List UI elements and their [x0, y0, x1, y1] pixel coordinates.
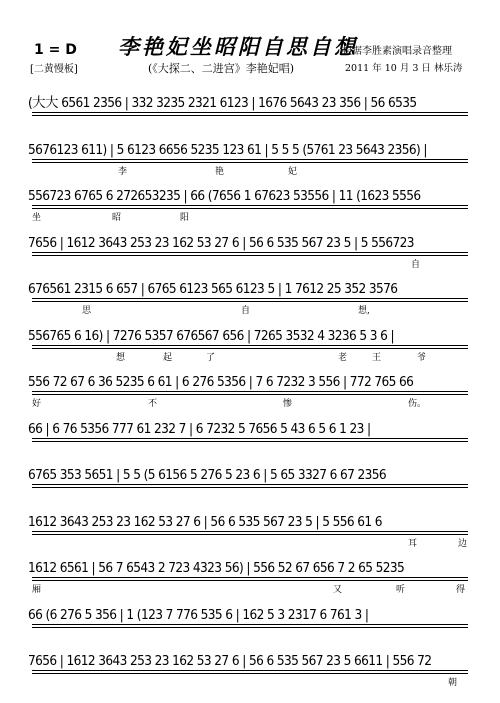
- notation-text: 1612 6561 | 56 7 6543 2 723 4323 56) | 556 52 67 656 7 2 65 5235: [28, 560, 405, 576]
- rhythm-underline: [32, 159, 468, 160]
- rhythm-underline: [32, 624, 468, 625]
- rhythm-underline: [32, 205, 468, 206]
- lyric-character: 王: [372, 352, 382, 363]
- lyric-character: 李: [118, 166, 128, 177]
- rhythm-underline: [32, 345, 468, 346]
- lyric-character: 妃: [288, 166, 298, 177]
- lyric-character: 自: [241, 306, 251, 316]
- rhythm-underline: [32, 441, 468, 442]
- notation-line: [28, 281, 474, 319]
- rhythm-underline: [32, 577, 468, 578]
- notation-text: 7656 | 1612 3643 253 23 162 53 27 6 | 56 6 535 567 23 5 6611 | 556 72: [28, 653, 432, 669]
- rhythm-underline: [32, 627, 468, 628]
- notation-text: 6765 353 5651 | 5 5 (5 6156 5 276 5 23 6 | 5 65 3327 6 67 2356: [28, 467, 387, 483]
- lyric-character: 朝: [448, 678, 458, 688]
- lyric-character: 不: [148, 399, 158, 409]
- notation-line: [28, 653, 474, 691]
- notation-line: [28, 607, 474, 645]
- notation-text: 66 | 6 76 5356 777 61 232 7 | 6 7232 5 7656 5 43 6 5 6 1 23 |: [28, 420, 371, 437]
- rhythm-underline: [32, 391, 468, 392]
- arranger-name: 林乐涛: [434, 63, 463, 74]
- rhythm-underline: [32, 531, 468, 532]
- rhythm-underline: [32, 534, 468, 535]
- notation-line: [28, 142, 474, 180]
- rhythm-underline: [32, 255, 468, 256]
- notation-line: [28, 514, 474, 552]
- notation-text: 66 (6 276 5 356 | 1 (123 7 776 535 6 | 162 5 3 2317 6 761 3 |: [28, 606, 369, 623]
- notation-line: [28, 95, 474, 133]
- lyric-character: 边: [458, 538, 468, 549]
- notation-text: 1612 3643 253 23 162 53 27 6 | 56 6 535 567 23 5 | 5 556 61 6: [28, 513, 382, 530]
- notation-line: [28, 374, 474, 412]
- rhythm-underline: [32, 162, 468, 163]
- lyric-character: 了: [206, 352, 216, 363]
- lyric-character: 耳: [408, 538, 418, 549]
- lyric-character: 又: [333, 585, 343, 595]
- notation-line: [28, 421, 474, 459]
- rhythm-underline: [32, 580, 468, 581]
- transcription-date: 2011 年 10 月 3 日: [345, 63, 431, 74]
- rhythm-underline: [32, 487, 468, 488]
- notation-line: [28, 328, 474, 366]
- rhythm-underline: [32, 438, 468, 439]
- rhythm-underline: [32, 115, 468, 116]
- notation-line: [28, 560, 474, 598]
- rhythm-underline: [32, 348, 468, 349]
- notation-line: [28, 467, 474, 505]
- rhythm-underline: [32, 673, 468, 674]
- lyric-character: 伤。: [408, 399, 427, 409]
- lyric-character: 听: [396, 585, 406, 595]
- key-signature: 1 = D: [34, 42, 77, 58]
- mode-label: [二黄慢板]: [30, 64, 78, 75]
- lyric-character: 惨: [283, 399, 293, 409]
- notation-text: (大大 6561 2356 | 332 3235 2321 6123 | 1676 5643 23 356 | 56 6535: [28, 95, 417, 111]
- lyric-character: 坐: [32, 213, 42, 223]
- rhythm-underline: [32, 112, 468, 113]
- lyric-character: 起: [163, 352, 173, 363]
- rhythm-underline: [32, 670, 468, 671]
- lyric-character: 自: [411, 259, 421, 270]
- notation-text: 7656 | 1612 3643 253 23 162 53 27 6 | 56 6 535 567 23 5 | 5 556723: [28, 234, 414, 251]
- lyric-character: 老: [338, 352, 348, 363]
- rhythm-underline: [32, 298, 468, 299]
- notation-text: 556723 6765 6 272653235 | 66 (7656 1 67623 53556 | 11 (1623 5556: [28, 188, 421, 204]
- lyric-character: 艳: [215, 166, 225, 177]
- rhythm-underline: [32, 208, 468, 209]
- notation-text: 556765 6 16) | 7276 5357 676567 656 | 7265 3532 4 3236 5 3 6 |: [28, 327, 394, 344]
- rhythm-underline: [32, 301, 468, 302]
- lyric-character: 想,: [358, 306, 370, 316]
- notation-line: [28, 235, 474, 273]
- lyric-character: 思: [82, 306, 92, 316]
- notation-text: 5676123 611) | 5 6123 6656 5235 123 61 | 5 5 5 (5761 23 5643 2356) |: [28, 141, 427, 158]
- rhythm-underline: [32, 252, 468, 253]
- lyric-character: 阳: [180, 213, 190, 223]
- score-title: 李艳妃坐昭阳自思自想: [118, 34, 358, 59]
- lyric-character: 厢: [32, 585, 42, 595]
- lyric-character: 想: [116, 352, 126, 363]
- lyric-character: 得: [456, 585, 466, 595]
- lyric-character: 好: [32, 399, 42, 409]
- notation-line: [28, 188, 474, 226]
- transcription-credit: 根据李胜素演唱录音整理: [342, 46, 452, 57]
- score-subtitle: (《大探二、二进宫》李艳妃唱): [148, 62, 295, 75]
- lyric-character: 昭: [112, 213, 122, 223]
- rhythm-underline: [32, 484, 468, 485]
- lyric-character: 爷: [417, 352, 427, 363]
- notation-text: 556 72 67 6 36 5235 6 61 | 6 276 5356 | 7 6 7232 3 556 | 772 765 66: [28, 374, 414, 390]
- rhythm-underline: [32, 394, 468, 395]
- notation-text: 676561 2315 6 657 | 6765 6123 565 6123 5 | 1 7612 25 352 3576: [28, 281, 398, 297]
